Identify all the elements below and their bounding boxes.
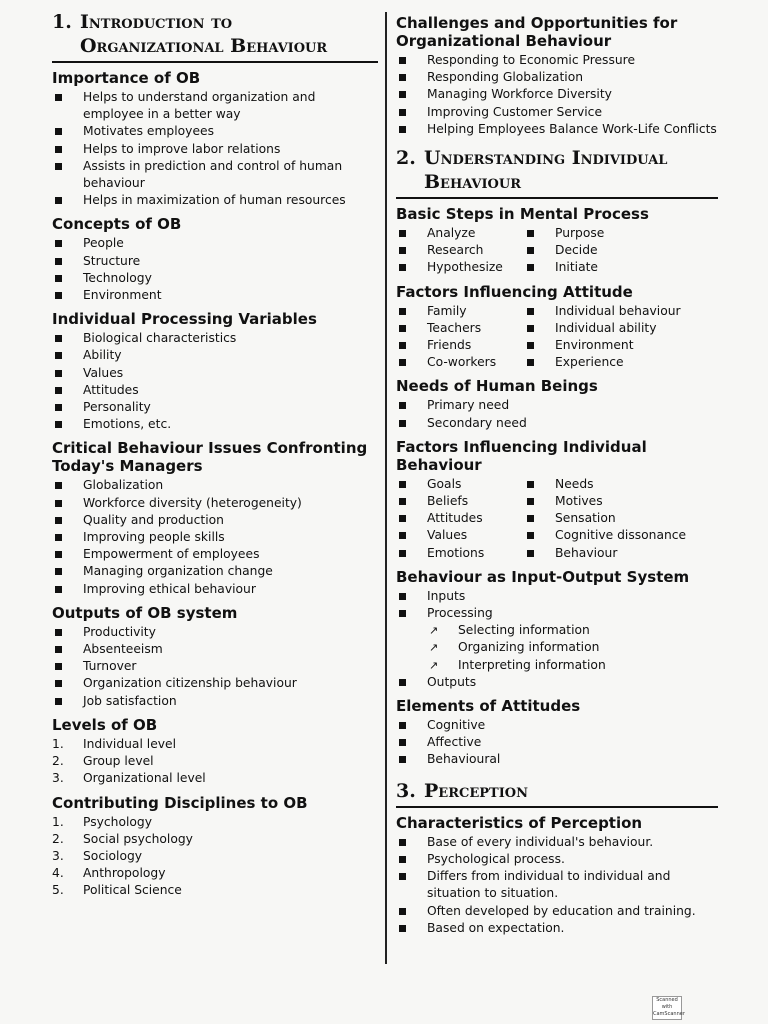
section-heading: Contributing Disciplines to OB bbox=[52, 793, 308, 812]
list-item-text: Differs from individual to individual and situation to situation. bbox=[427, 869, 671, 901]
bullet-icon bbox=[55, 94, 62, 101]
section-heading: Needs of Human Beings bbox=[396, 377, 598, 396]
bullet-icon bbox=[55, 197, 62, 204]
stamp-line1: Scanned with bbox=[656, 997, 678, 1010]
list-item-text: Initiate bbox=[555, 260, 598, 275]
list-item bbox=[396, 605, 718, 622]
processing-sublist bbox=[396, 622, 718, 674]
bullet-icon bbox=[527, 481, 534, 488]
bullet-icon bbox=[527, 325, 534, 332]
list-item bbox=[52, 675, 378, 692]
bullet-icon bbox=[55, 404, 62, 411]
list-item bbox=[396, 545, 524, 562]
bullet-icon bbox=[55, 646, 62, 653]
section-heading: Levels of OB bbox=[52, 715, 158, 734]
list-item-text: Helps in maximization of human resources bbox=[83, 193, 346, 208]
bullet-icon bbox=[55, 517, 62, 524]
scanner-stamp bbox=[652, 996, 685, 1020]
list-item bbox=[52, 753, 378, 770]
list-item bbox=[52, 123, 378, 140]
bullet-icon bbox=[399, 756, 406, 763]
bullet-icon bbox=[399, 308, 406, 315]
item-number: 2. bbox=[52, 754, 64, 769]
bullet-icon bbox=[399, 873, 406, 880]
bullet-icon bbox=[55, 698, 62, 705]
bullet-icon bbox=[55, 275, 62, 282]
list-item-text: Teachers bbox=[427, 320, 482, 335]
chapter-1-title bbox=[52, 10, 378, 58]
list-item-text: Purpose bbox=[555, 226, 605, 241]
list-item-text: Helps to understand organization and employee in a better way bbox=[83, 90, 316, 122]
io-list-outputs bbox=[396, 674, 718, 691]
list-item-text: Organizing information bbox=[458, 640, 600, 655]
list-item-text: Psychology bbox=[83, 814, 152, 829]
list-item-text: Primary need bbox=[427, 398, 510, 413]
list-item bbox=[396, 717, 718, 734]
list-item-text: Research bbox=[427, 243, 484, 258]
bullet-icon bbox=[527, 515, 534, 522]
list-item bbox=[396, 259, 524, 276]
bullet-icon bbox=[55, 258, 62, 265]
list-item bbox=[396, 476, 524, 493]
bullet-icon bbox=[399, 481, 406, 488]
chapter-title-line2: Organizational Behaviour bbox=[80, 35, 328, 57]
list-item bbox=[52, 581, 378, 598]
list-item bbox=[396, 303, 524, 320]
list-item bbox=[52, 192, 378, 209]
bullet-icon bbox=[399, 359, 406, 366]
bullet-icon bbox=[399, 402, 406, 409]
list-item bbox=[52, 270, 378, 287]
chapter-2-title bbox=[396, 146, 718, 194]
list-item-text: Globalization bbox=[83, 478, 164, 493]
section-list bbox=[52, 330, 378, 433]
list-item-text: Motivates employees bbox=[83, 124, 214, 139]
list-item-text: Improving people skills bbox=[83, 530, 225, 545]
chapter-3-title bbox=[396, 779, 718, 803]
list-item bbox=[52, 330, 378, 347]
bullet-icon bbox=[55, 240, 62, 247]
bullet-icon bbox=[55, 128, 62, 135]
list-item-text: Environment bbox=[83, 288, 162, 303]
needs-list bbox=[396, 397, 718, 431]
list-item-text: Individual behaviour bbox=[555, 303, 681, 318]
list-item-text: Secondary need bbox=[427, 415, 527, 430]
list-item-text: Often developed by education and training. bbox=[427, 903, 696, 918]
right-column bbox=[396, 10, 718, 937]
list-item bbox=[52, 89, 378, 123]
section-heading: Characteristics of Perception bbox=[396, 813, 643, 832]
challenges-list bbox=[396, 52, 718, 138]
list-item bbox=[52, 382, 378, 399]
list-item bbox=[396, 225, 524, 242]
section-heading: Individual Processing Variables bbox=[52, 310, 317, 329]
list-item-text: Workforce diversity (heterogeneity) bbox=[83, 495, 302, 510]
list-item-text: Structure bbox=[83, 253, 141, 268]
mental-steps-list bbox=[396, 225, 718, 277]
list-item-text: Environment bbox=[555, 338, 634, 353]
list-column bbox=[396, 476, 524, 562]
chapter-number: 2. bbox=[396, 147, 416, 170]
list-item-text: Political Science bbox=[83, 883, 182, 898]
list-item-text: Analyze bbox=[427, 226, 476, 241]
section-list bbox=[52, 814, 378, 900]
list-column bbox=[396, 225, 524, 277]
sub-list-item bbox=[427, 622, 718, 639]
list-item-text: Managing Workforce Diversity bbox=[427, 87, 612, 102]
io-list bbox=[396, 588, 718, 622]
bullet-icon bbox=[399, 57, 406, 64]
list-item bbox=[396, 52, 718, 69]
list-item bbox=[396, 320, 524, 337]
section-heading: Critical Behaviour Issues Confronting Today's Managers bbox=[52, 439, 368, 476]
list-item-text: Psychological process. bbox=[427, 851, 565, 866]
list-item-text: Inputs bbox=[427, 588, 466, 603]
list-item bbox=[52, 529, 378, 546]
list-item-text: Behaviour bbox=[555, 545, 618, 560]
list-item-text: Outputs bbox=[427, 674, 477, 689]
list-item bbox=[52, 477, 378, 494]
item-number: 1. bbox=[52, 814, 64, 829]
arrow-bullet-icon: ↗ bbox=[429, 624, 439, 638]
list-item bbox=[396, 104, 718, 121]
bullet-icon bbox=[399, 856, 406, 863]
bullet-icon bbox=[55, 551, 62, 558]
chapter-rule bbox=[396, 806, 718, 808]
bullet-icon bbox=[527, 359, 534, 366]
bullet-icon bbox=[55, 568, 62, 575]
bullet-icon bbox=[55, 680, 62, 687]
list-item-text: Helps to improve labor relations bbox=[83, 141, 281, 156]
list-item-text: Helping Employees Balance Work-Life Conflicts bbox=[427, 121, 717, 136]
arrow-bullet-icon: ↗ bbox=[429, 658, 439, 672]
list-item bbox=[524, 225, 718, 242]
list-item bbox=[52, 546, 378, 563]
bullet-icon bbox=[55, 163, 62, 170]
list-item bbox=[524, 527, 718, 544]
bullet-icon bbox=[55, 482, 62, 489]
bullet-icon bbox=[55, 335, 62, 342]
list-item-text: Social psychology bbox=[83, 831, 193, 846]
chapter-number: 3. bbox=[396, 779, 416, 802]
sub-list-item bbox=[427, 639, 718, 656]
section-heading: Behaviour as Input-Output System bbox=[396, 567, 690, 586]
list-item bbox=[52, 158, 378, 192]
list-item bbox=[524, 303, 718, 320]
perception-list bbox=[396, 834, 718, 937]
bullet-icon bbox=[399, 593, 406, 600]
list-item bbox=[396, 354, 524, 371]
list-item bbox=[396, 86, 718, 103]
list-item-text: Base of every individual's behaviour. bbox=[427, 834, 654, 849]
list-item bbox=[396, 920, 718, 937]
section-list bbox=[52, 624, 378, 710]
chapter-rule bbox=[396, 197, 718, 199]
list-item-text: Decide bbox=[555, 243, 598, 258]
bullet-icon bbox=[399, 610, 406, 617]
bullet-icon bbox=[399, 925, 406, 932]
bullet-icon bbox=[399, 342, 406, 349]
list-item bbox=[52, 831, 378, 848]
list-item-text: Biological characteristics bbox=[83, 331, 237, 346]
list-item bbox=[52, 882, 378, 899]
list-item-text: Affective bbox=[427, 735, 482, 750]
list-item bbox=[52, 736, 378, 753]
attitude-factors-list bbox=[396, 303, 718, 372]
bullet-icon bbox=[527, 308, 534, 315]
list-item bbox=[52, 253, 378, 270]
list-item-text: Group level bbox=[83, 754, 154, 769]
list-item-text: Assists in prediction and control of human behaviour bbox=[83, 158, 343, 191]
list-item bbox=[396, 734, 718, 751]
section-heading: Elements of Attitudes bbox=[396, 697, 581, 716]
list-item bbox=[396, 397, 718, 414]
list-column bbox=[524, 476, 718, 562]
list-item-text: Managing organization change bbox=[83, 564, 273, 579]
list-item bbox=[396, 851, 718, 868]
list-item bbox=[396, 834, 718, 851]
list-item bbox=[396, 510, 524, 527]
bullet-icon bbox=[399, 126, 406, 133]
bullet-icon bbox=[399, 679, 406, 686]
bullet-icon bbox=[399, 420, 406, 427]
list-item bbox=[52, 512, 378, 529]
section-heading: Outputs of OB system bbox=[52, 603, 238, 622]
list-item bbox=[396, 242, 524, 259]
list-item bbox=[396, 674, 718, 691]
list-item-text: Empowerment of employees bbox=[83, 547, 260, 562]
list-item-text: Beliefs bbox=[427, 494, 469, 509]
list-item-text: Values bbox=[427, 528, 468, 543]
list-item bbox=[52, 770, 378, 787]
list-item-text: Based on expectation. bbox=[427, 920, 565, 935]
list-item-text: Organization citizenship behaviour bbox=[83, 676, 297, 691]
list-item bbox=[524, 476, 718, 493]
column-divider bbox=[385, 12, 387, 964]
arrow-bullet-icon: ↗ bbox=[429, 641, 439, 655]
list-item bbox=[524, 354, 718, 371]
bullet-icon bbox=[55, 421, 62, 428]
list-item bbox=[396, 69, 718, 86]
list-item bbox=[396, 527, 524, 544]
elements-list bbox=[396, 717, 718, 769]
chapter-title-line1: Introduction to bbox=[80, 11, 233, 33]
list-item-text: Motives bbox=[555, 494, 603, 509]
list-item bbox=[524, 493, 718, 510]
bullet-icon bbox=[399, 839, 406, 846]
list-item-text: Family bbox=[427, 303, 467, 318]
list-item-text: Behavioural bbox=[427, 752, 501, 767]
list-item bbox=[52, 641, 378, 658]
bullet-icon bbox=[55, 663, 62, 670]
list-item-text: Responding Globalization bbox=[427, 70, 584, 85]
list-item-text: Cognitive dissonance bbox=[555, 528, 687, 543]
section-list bbox=[52, 736, 378, 788]
list-item-text: Turnover bbox=[83, 659, 137, 674]
list-item-text: Quality and production bbox=[83, 512, 224, 527]
list-item-text: Responding to Economic Pressure bbox=[427, 53, 636, 67]
list-item-text: People bbox=[83, 236, 124, 251]
list-column bbox=[396, 303, 524, 372]
bullet-icon bbox=[399, 264, 406, 271]
section-list bbox=[52, 477, 378, 597]
bullet-icon bbox=[55, 370, 62, 377]
bullet-icon bbox=[55, 387, 62, 394]
stamp-line2: CamScanner bbox=[653, 1011, 685, 1017]
section-list bbox=[52, 235, 378, 304]
list-item-text: Ability bbox=[83, 348, 122, 363]
list-item-text: Needs bbox=[555, 476, 594, 491]
section-heading: Concepts of OB bbox=[52, 215, 182, 234]
list-item-text: Sensation bbox=[555, 511, 616, 526]
list-item bbox=[396, 415, 718, 432]
list-item bbox=[52, 624, 378, 641]
list-item-text: Selecting information bbox=[458, 623, 590, 638]
list-item bbox=[52, 416, 378, 433]
bullet-icon bbox=[55, 629, 62, 636]
item-number: 3. bbox=[52, 848, 64, 863]
list-item bbox=[52, 141, 378, 158]
list-item-text: Improving Customer Service bbox=[427, 104, 603, 119]
list-item-text: Absenteeism bbox=[83, 642, 163, 657]
bullet-icon bbox=[399, 908, 406, 915]
list-item bbox=[52, 347, 378, 364]
bullet-icon bbox=[55, 534, 62, 541]
list-item-text: Individual ability bbox=[555, 320, 657, 335]
list-item bbox=[524, 259, 718, 276]
bullet-icon bbox=[55, 586, 62, 593]
list-item bbox=[52, 235, 378, 252]
bullet-icon bbox=[399, 739, 406, 746]
bullet-icon bbox=[399, 91, 406, 98]
item-number: 4. bbox=[52, 866, 64, 881]
list-item-text: Organizational level bbox=[83, 771, 206, 786]
list-column bbox=[524, 225, 718, 277]
bullet-icon bbox=[399, 74, 406, 81]
left-column bbox=[52, 10, 378, 900]
bullet-icon bbox=[399, 722, 406, 729]
left-sections bbox=[52, 69, 378, 900]
list-item bbox=[52, 848, 378, 865]
list-item bbox=[524, 320, 718, 337]
item-number: 2. bbox=[52, 831, 64, 846]
section-heading: Factors Influencing Individual Behaviour bbox=[396, 437, 647, 474]
chapter-title-line1: Perception bbox=[424, 779, 528, 802]
list-item bbox=[52, 399, 378, 416]
list-item bbox=[524, 510, 718, 527]
bullet-icon bbox=[527, 498, 534, 505]
list-item bbox=[524, 337, 718, 354]
list-item-text: Attitudes bbox=[427, 511, 483, 526]
bullet-icon bbox=[399, 550, 406, 557]
bullet-icon bbox=[399, 325, 406, 332]
bullet-icon bbox=[527, 264, 534, 271]
individual-factors-list bbox=[396, 476, 718, 562]
section-heading: Basic Steps in Mental Process bbox=[396, 205, 649, 224]
list-item bbox=[52, 693, 378, 710]
chapter-title-line1: Understanding Individual bbox=[424, 147, 668, 170]
list-item bbox=[52, 563, 378, 580]
list-item-text: Technology bbox=[83, 270, 152, 285]
list-item-text: Productivity bbox=[83, 624, 156, 639]
list-item bbox=[52, 658, 378, 675]
list-item-text: Attitudes bbox=[83, 382, 139, 397]
list-column bbox=[524, 303, 718, 372]
list-item-text: Friends bbox=[427, 338, 472, 353]
bullet-icon bbox=[399, 109, 406, 116]
list-item bbox=[396, 868, 718, 902]
section-heading: Challenges and Opportunities for Organizational Behaviour bbox=[396, 14, 678, 50]
list-item-text: Emotions bbox=[427, 545, 485, 560]
list-item-text: Improving ethical behaviour bbox=[83, 581, 256, 596]
list-item-text: Anthropology bbox=[83, 866, 166, 881]
section-heading: Importance of OB bbox=[52, 69, 201, 87]
chapter-number: 1. bbox=[52, 11, 72, 33]
list-item-text: Sociology bbox=[83, 848, 143, 863]
bullet-icon bbox=[55, 146, 62, 153]
chapter-rule bbox=[52, 61, 378, 63]
list-item bbox=[396, 337, 524, 354]
bullet-icon bbox=[527, 342, 534, 349]
list-item bbox=[396, 903, 718, 920]
chapter-title-line2: Behaviour bbox=[424, 171, 522, 194]
bullet-icon bbox=[399, 532, 406, 539]
bullet-icon bbox=[55, 500, 62, 507]
bullet-icon bbox=[399, 498, 406, 505]
list-item-text: Values bbox=[83, 365, 124, 380]
list-item bbox=[52, 865, 378, 882]
bullet-icon bbox=[399, 247, 406, 254]
list-item-text: Individual level bbox=[83, 736, 177, 751]
bullet-icon bbox=[399, 515, 406, 522]
list-item bbox=[52, 814, 378, 831]
item-number: 3. bbox=[52, 771, 64, 786]
list-item bbox=[524, 545, 718, 562]
list-item bbox=[396, 121, 718, 138]
section-heading: Factors Influencing Attitude bbox=[396, 282, 633, 301]
list-item-text: Co-workers bbox=[427, 355, 497, 370]
bullet-icon bbox=[55, 292, 62, 299]
list-item-text: Processing bbox=[427, 606, 493, 621]
bullet-icon bbox=[527, 230, 534, 237]
bullet-icon bbox=[527, 550, 534, 557]
bullet-icon bbox=[55, 352, 62, 359]
list-item-text: Experience bbox=[555, 355, 624, 370]
list-item-text: Interpreting information bbox=[458, 657, 606, 672]
list-item-text: Goals bbox=[427, 476, 462, 491]
sub-list-item bbox=[427, 657, 718, 674]
list-item bbox=[52, 287, 378, 304]
list-item-text: Job satisfaction bbox=[83, 693, 177, 708]
list-item bbox=[524, 242, 718, 259]
list-item bbox=[52, 495, 378, 512]
list-item bbox=[396, 493, 524, 510]
list-item bbox=[52, 365, 378, 382]
list-item-text: Emotions, etc. bbox=[83, 417, 172, 432]
item-number: 1. bbox=[52, 736, 64, 751]
bullet-icon bbox=[527, 247, 534, 254]
list-item-text: Hypothesize bbox=[427, 260, 503, 275]
list-item bbox=[396, 751, 718, 768]
item-number: 5. bbox=[52, 883, 64, 898]
list-item-text: Personality bbox=[83, 400, 151, 415]
section-list bbox=[52, 89, 378, 209]
list-item-text: Cognitive bbox=[427, 718, 486, 733]
bullet-icon bbox=[399, 230, 406, 237]
bullet-icon bbox=[527, 532, 534, 539]
list-item bbox=[396, 588, 718, 605]
